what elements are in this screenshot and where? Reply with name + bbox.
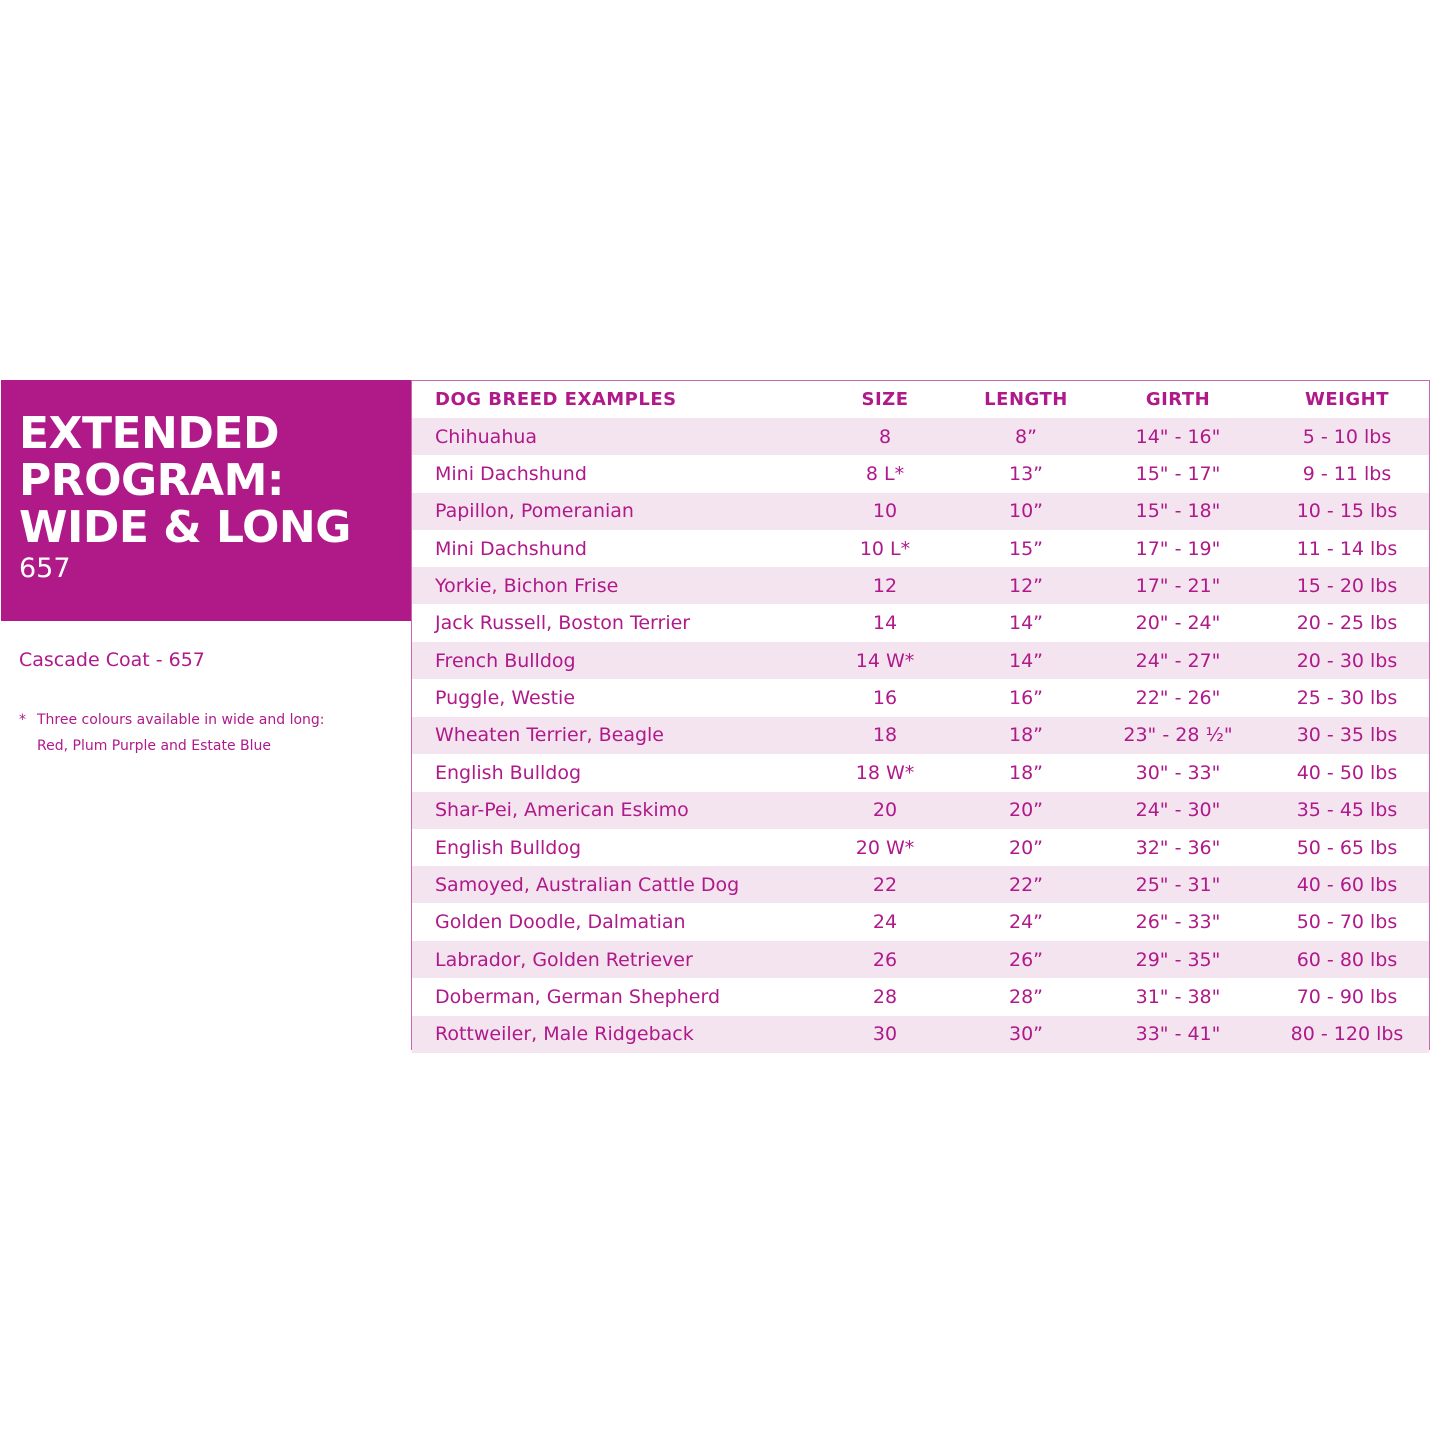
size-cell: 12 bbox=[872, 574, 898, 597]
girth-cell: 25" - 31" bbox=[1135, 873, 1221, 896]
footnote bbox=[19, 707, 399, 759]
girth-cell: 15" - 18" bbox=[1135, 500, 1221, 523]
weight-cell: 25 - 30 lbs bbox=[1296, 687, 1398, 709]
size-cell: 20 W* bbox=[855, 836, 915, 859]
length-cell: 16ˮ bbox=[1008, 687, 1044, 709]
girth-cell: 14" - 16" bbox=[1135, 425, 1221, 448]
size-cell: 8 bbox=[878, 425, 892, 448]
girth-cell: 15" - 17" bbox=[1135, 462, 1221, 485]
breed-cell: Samoyed, Australian Cattle Dog bbox=[435, 873, 740, 896]
column-header-weight: WEIGHT bbox=[1305, 389, 1389, 410]
weight-cell: 30 - 35 lbs bbox=[1296, 724, 1398, 747]
footnote-marker: * bbox=[19, 712, 26, 728]
table-row bbox=[412, 829, 1429, 866]
size-cell: 14 W* bbox=[855, 649, 915, 672]
girth-cell: 29" - 35" bbox=[1135, 948, 1221, 971]
size-cell: 18 bbox=[872, 724, 898, 747]
size-chart-table bbox=[411, 380, 1430, 1050]
product-name: Cascade Coat - 657 bbox=[19, 649, 205, 671]
weight-cell: 20 - 30 lbs bbox=[1296, 649, 1398, 672]
breed-cell: Yorkie, Bichon Frise bbox=[435, 574, 619, 597]
length-cell: 24ˮ bbox=[1008, 911, 1044, 934]
size-cell: 24 bbox=[872, 911, 898, 934]
size-cell: 8 L* bbox=[865, 462, 905, 485]
length-cell: 18ˮ bbox=[1008, 761, 1044, 784]
size-cell: 26 bbox=[872, 948, 898, 971]
footnote-line-1: Three colours available in wide and long: bbox=[37, 712, 325, 728]
column-header-length: LENGTH bbox=[984, 389, 1068, 410]
size-cell: 16 bbox=[872, 687, 898, 709]
length-cell: 20ˮ bbox=[1008, 799, 1044, 822]
girth-cell: 33" - 41" bbox=[1135, 1023, 1221, 1046]
weight-cell: 10 - 15 lbs bbox=[1296, 500, 1398, 523]
table-row bbox=[412, 754, 1429, 791]
table-row bbox=[412, 717, 1429, 754]
size-cell: 30 bbox=[872, 1023, 898, 1046]
girth-cell: 30" - 33" bbox=[1135, 761, 1221, 784]
weight-cell: 5 - 10 lbs bbox=[1302, 425, 1392, 448]
breed-cell: Labrador, Golden Retriever bbox=[435, 948, 693, 971]
breed-cell: Rottweiler, Male Ridgeback bbox=[435, 1023, 694, 1046]
girth-cell: 20" - 24" bbox=[1135, 612, 1221, 635]
table-row bbox=[412, 978, 1429, 1015]
breed-cell: Wheaten Terrier, Beagle bbox=[435, 724, 664, 747]
weight-cell: 60 - 80 lbs bbox=[1296, 948, 1398, 971]
length-cell: 12ˮ bbox=[1008, 574, 1044, 597]
size-cell: 10 L* bbox=[859, 537, 911, 560]
page-title-line-1: EXTENDED bbox=[19, 408, 279, 459]
weight-cell: 40 - 60 lbs bbox=[1296, 873, 1398, 896]
breed-cell: Mini Dachshund bbox=[435, 537, 587, 560]
table-row bbox=[412, 792, 1429, 829]
length-cell: 20ˮ bbox=[1008, 836, 1044, 859]
breed-cell: Doberman, German Shepherd bbox=[435, 985, 720, 1008]
weight-cell: 15 - 20 lbs bbox=[1296, 574, 1398, 597]
column-header-breed: DOG BREED EXAMPLES bbox=[435, 389, 677, 410]
length-cell: 18ˮ bbox=[1008, 724, 1044, 747]
weight-cell: 50 - 65 lbs bbox=[1296, 836, 1398, 859]
weight-cell: 20 - 25 lbs bbox=[1296, 612, 1398, 635]
breed-cell: Jack Russell, Boston Terrier bbox=[435, 612, 691, 635]
column-header-size: SIZE bbox=[861, 389, 909, 410]
size-cell: 28 bbox=[872, 985, 898, 1008]
breed-cell: Chihuahua bbox=[435, 425, 538, 448]
table-header-row bbox=[412, 381, 1429, 418]
length-cell: 15ˮ bbox=[1008, 537, 1044, 560]
length-cell: 30ˮ bbox=[1008, 1023, 1044, 1046]
program-number: 657 bbox=[19, 553, 71, 584]
length-cell: 10ˮ bbox=[1008, 500, 1044, 523]
table-row bbox=[412, 493, 1429, 530]
table-row bbox=[412, 680, 1429, 717]
weight-cell: 70 - 90 lbs bbox=[1296, 985, 1398, 1008]
breed-cell: Papillon, Pomeranian bbox=[435, 500, 634, 523]
girth-cell: 22" - 26" bbox=[1135, 687, 1221, 709]
size-cell: 18 W* bbox=[855, 761, 915, 784]
title-banner bbox=[1, 380, 411, 621]
breed-cell: English Bulldog bbox=[435, 836, 582, 859]
breed-cell: French Bulldog bbox=[435, 649, 576, 672]
size-cell: 20 bbox=[872, 799, 898, 822]
table-row bbox=[412, 530, 1429, 567]
table-row bbox=[412, 941, 1429, 978]
weight-cell: 50 - 70 lbs bbox=[1296, 911, 1398, 934]
length-cell: 14ˮ bbox=[1008, 649, 1044, 672]
weight-cell: 9 - 11 lbs bbox=[1302, 462, 1392, 485]
weight-cell: 80 - 120 lbs bbox=[1290, 1023, 1404, 1046]
girth-cell: 23" - 28 ½" bbox=[1123, 724, 1233, 747]
page-title-line-3: WIDE & LONG bbox=[19, 502, 351, 553]
girth-cell: 24" - 27" bbox=[1135, 649, 1221, 672]
breed-cell: Shar-Pei, American Eskimo bbox=[435, 799, 689, 822]
table-row bbox=[412, 418, 1429, 455]
length-cell: 13ˮ bbox=[1008, 462, 1044, 485]
length-cell: 26ˮ bbox=[1008, 948, 1044, 971]
breed-cell: Mini Dachshund bbox=[435, 462, 587, 485]
breed-cell: English Bulldog bbox=[435, 761, 582, 784]
girth-cell: 17" - 19" bbox=[1135, 537, 1221, 560]
size-cell: 10 bbox=[872, 500, 898, 523]
breed-cell: Golden Doodle, Dalmatian bbox=[435, 911, 686, 934]
length-cell: 28ˮ bbox=[1008, 985, 1044, 1008]
table-row bbox=[412, 866, 1429, 903]
length-cell: 14ˮ bbox=[1008, 612, 1044, 635]
table-row bbox=[412, 904, 1429, 941]
table-row bbox=[412, 567, 1429, 604]
breed-cell: Puggle, Westie bbox=[435, 687, 576, 709]
column-header-girth: GIRTH bbox=[1145, 389, 1211, 410]
girth-cell: 26" - 33" bbox=[1135, 911, 1221, 934]
weight-cell: 35 - 45 lbs bbox=[1296, 799, 1398, 822]
length-cell: 22ˮ bbox=[1008, 873, 1044, 896]
size-cell: 22 bbox=[872, 873, 898, 896]
footnote-line-2: Red, Plum Purple and Estate Blue bbox=[37, 738, 271, 754]
table-row bbox=[412, 642, 1429, 679]
length-cell: 8ˮ bbox=[1015, 425, 1037, 448]
girth-cell: 31" - 38" bbox=[1135, 985, 1221, 1008]
weight-cell: 11 - 14 lbs bbox=[1296, 537, 1398, 560]
girth-cell: 32" - 36" bbox=[1135, 836, 1221, 859]
weight-cell: 40 - 50 lbs bbox=[1296, 761, 1398, 784]
girth-cell: 24" - 30" bbox=[1135, 799, 1221, 822]
size-cell: 14 bbox=[872, 612, 898, 635]
table-row bbox=[412, 1016, 1429, 1053]
page-title-line-2: PROGRAM: bbox=[19, 455, 284, 506]
table-row bbox=[412, 605, 1429, 642]
table-row bbox=[412, 455, 1429, 492]
girth-cell: 17" - 21" bbox=[1135, 574, 1221, 597]
